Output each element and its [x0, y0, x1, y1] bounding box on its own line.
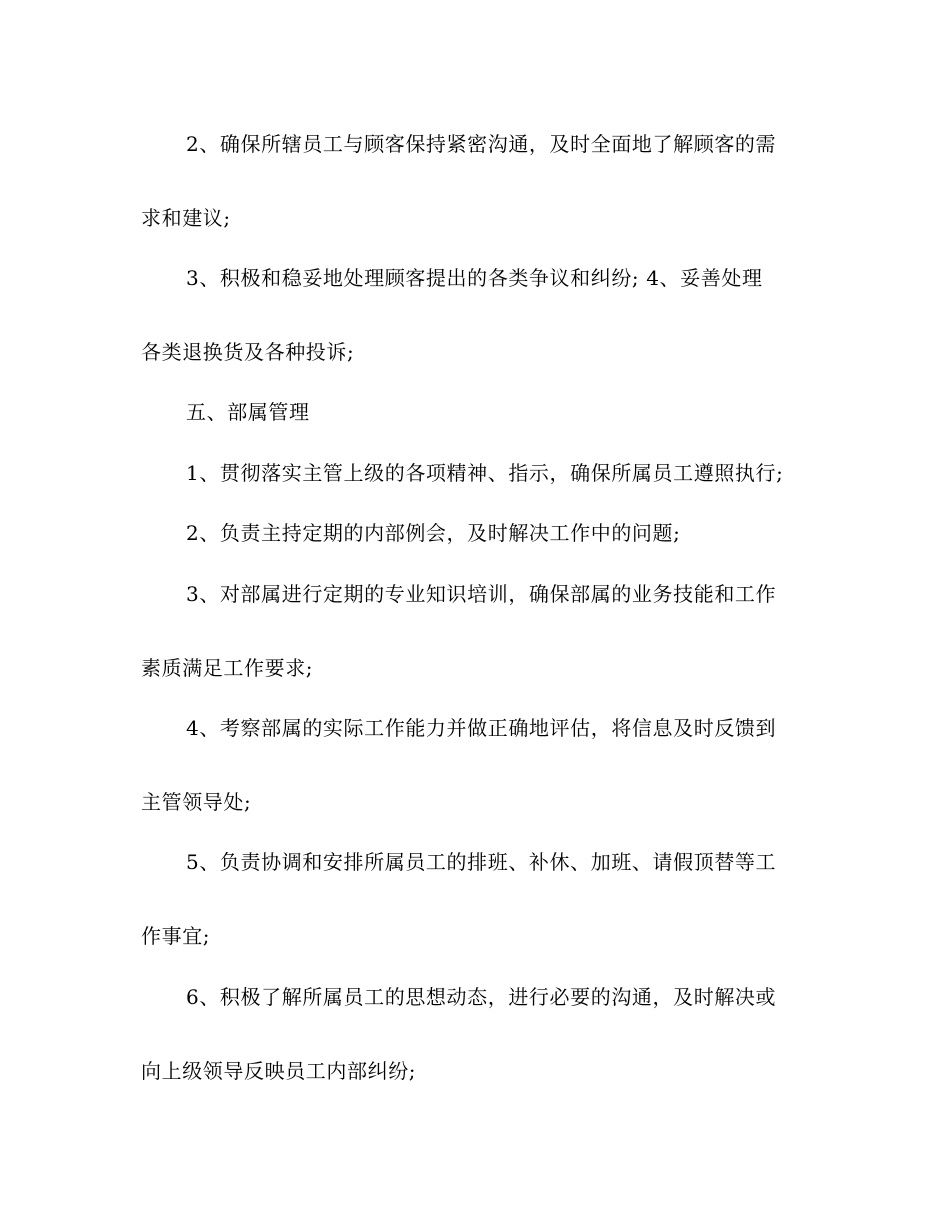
paragraph-line: 向上级领导反映员工内部纠纷;	[141, 1059, 417, 1083]
paragraph-line: 2、负责主持定期的内部例会，及时解决工作中的问题;	[186, 521, 681, 545]
section-heading: 五、部属管理	[186, 400, 310, 424]
paragraph-line: 5、负责协调和安排所属员工的排班、补休、加班、请假顶替等工	[186, 850, 777, 874]
paragraph-line: 2、确保所辖员工与顾客保持紧密沟通，及时全面地了解顾客的需	[186, 132, 777, 156]
paragraph-line: 素质满足工作要求;	[141, 656, 314, 680]
paragraph-line: 4、考察部属的实际工作能力并做正确地评估，将信息及时反馈到	[186, 716, 777, 740]
paragraph-line: 求和建议;	[141, 206, 231, 230]
paragraph-line: 1、贯彻落实主管上级的各项精神、指示，确保所属员工遵照执行;	[186, 461, 784, 485]
paragraph-line: 各类退换货及各种投诉;	[141, 340, 355, 364]
paragraph-line: 作事宜;	[141, 924, 211, 948]
paragraph-line: 6、积极了解所属员工的思想动态，进行必要的沟通，及时解决或	[186, 985, 777, 1009]
paragraph-line: 3、对部属进行定期的专业知识培训，确保部属的业务技能和工作	[186, 582, 777, 606]
paragraph-line: 3、积极和稳妥地处理顾客提出的各类争议和纠纷; 4、妥善处理	[186, 266, 763, 290]
paragraph-line: 主管领导处;	[141, 790, 252, 814]
